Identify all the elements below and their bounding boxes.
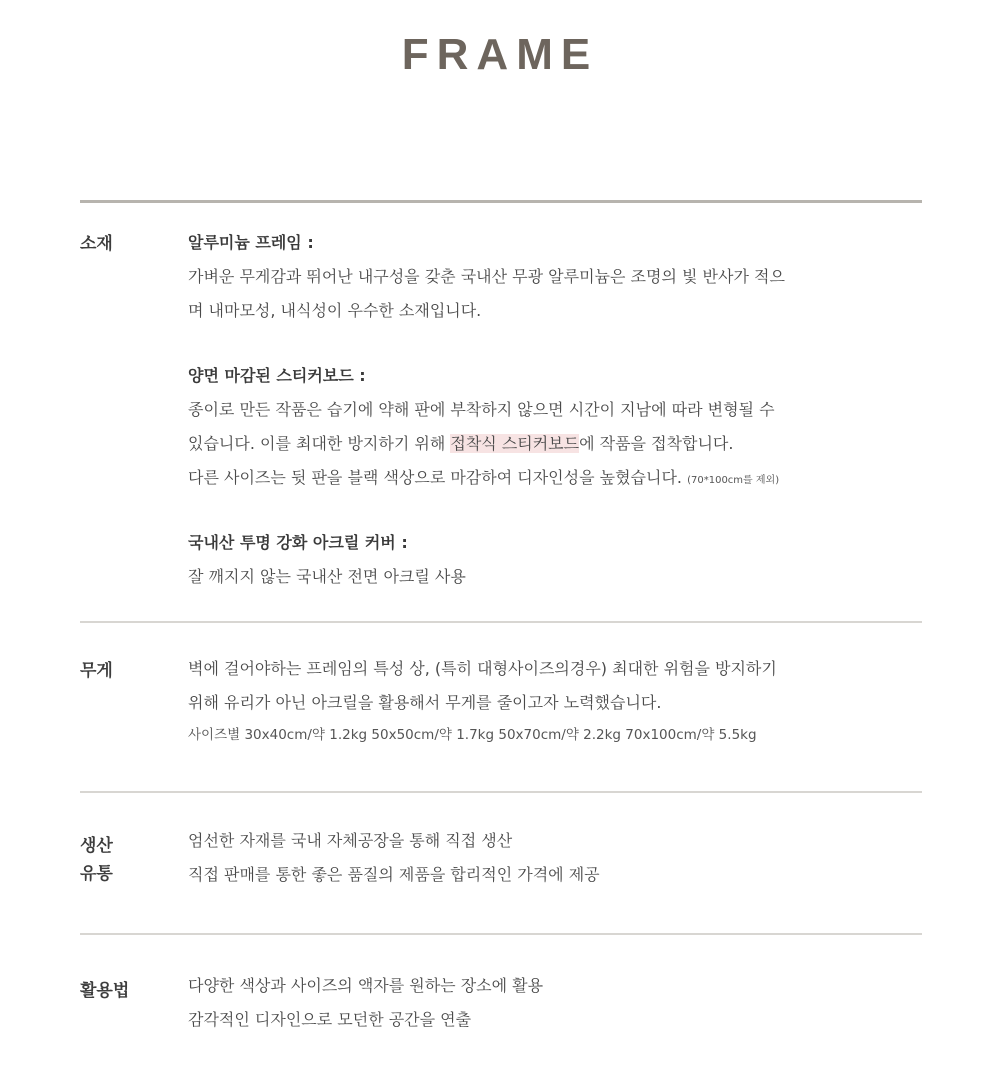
section-divider [80, 621, 922, 623]
weight-text-line: 벽에 걸어야하는 프레임의 특성 상, (특히 대형사이즈의경우) 최대한 위험을 방지하기 [188, 659, 777, 678]
acrylic-text-line: 잘 깨지지 않는 국내산 전면 아크릴 사용 [188, 567, 466, 586]
sticker-text-line3: 다른 사이즈는 뒷 판을 블랙 색상으로 마감하여 디자인성을 높혔습니다. [188, 468, 682, 487]
aluminum-text-line: 며 내마모성, 내식성이 우수한 소재입니다. [188, 301, 482, 320]
section-divider [80, 791, 922, 793]
production-label-line: 생산 [80, 836, 113, 856]
page-title: FRAME [401, 30, 599, 79]
section-divider [80, 200, 922, 203]
distribution-label-line: 유통 [80, 864, 113, 884]
section-weight [188, 652, 918, 750]
usage-text-line: 감각적인 디자인으로 모던한 공간을 연출 [188, 1010, 472, 1029]
usage-text-line: 다양한 색상과 사이즈의 액자를 원하는 장소에 활용 [188, 976, 544, 995]
sticker-highlight: 접착식 스티커보드 [450, 434, 580, 453]
section-material [188, 226, 918, 594]
sticker-text-line [188, 427, 918, 461]
section-label-production [80, 832, 113, 888]
weight-text-line: 위해 유리가 아닌 아크릴을 활용해서 무게를 줄이고자 노력했습니다. [188, 693, 662, 712]
acrylic-heading: 국내산 투명 강화 아크릴 커버 : [188, 533, 408, 552]
sticker-text-post: 에 작품을 접착합니다. [579, 434, 734, 453]
aluminum-heading: 알루미늄 프레임 : [188, 233, 314, 252]
size-exception-note: (70*100cm를 제외) [687, 475, 780, 486]
section-divider [80, 933, 922, 935]
section-label-material: 소재 [80, 234, 113, 254]
sticker-text-line [188, 461, 918, 495]
production-text-line: 직접 판매를 통한 좋은 품질의 제품을 합리적인 가격에 제공 [188, 865, 600, 884]
sticker-text-line: 종이로 만든 작품은 습기에 약해 판에 부착하지 않으면 시간이 지남에 따라 변형될 수 [188, 400, 775, 419]
weight-by-size: 사이즈별 30x40cm/약 1.2kg 50x50cm/약 1.7kg 50x70cm/약 2.2kg 70x100cm/약 5.5kg [188, 727, 757, 743]
section-production [188, 824, 918, 892]
production-text-line: 엄선한 자재를 국내 자체공장을 통해 직접 생산 [188, 831, 513, 850]
section-usage [188, 969, 918, 1037]
section-label-usage: 활용법 [80, 981, 130, 1001]
section-label-weight: 무게 [80, 661, 113, 681]
aluminum-text-line: 가벼운 무게감과 뛰어난 내구성을 갖춘 국내산 무광 알루미늄은 조명의 빛 반사가 적으 [188, 267, 785, 286]
sticker-heading: 양면 마감된 스티커보드 : [188, 366, 366, 385]
sticker-text-pre: 있습니다. 이를 최대한 방지하기 위해 [188, 434, 451, 453]
